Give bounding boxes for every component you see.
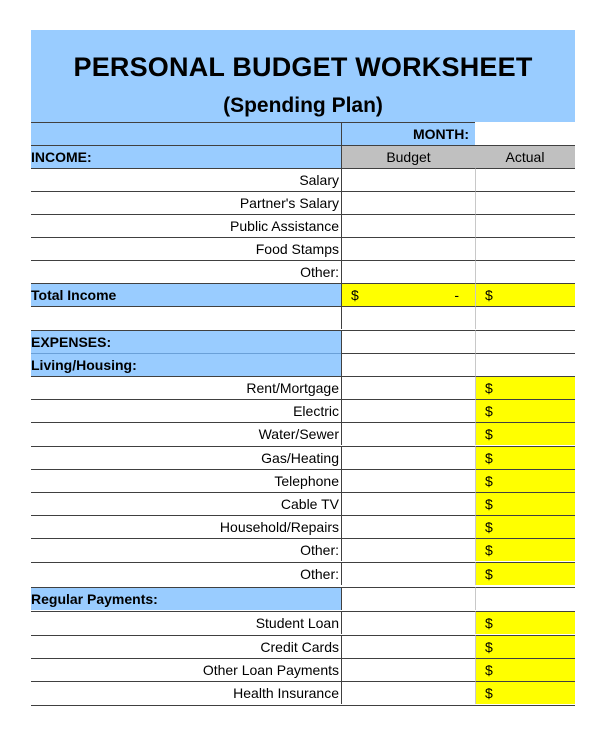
expense-actual-cell[interactable] xyxy=(475,562,575,585)
payment-item-label: Other Loan Payments xyxy=(31,658,341,681)
expense-row-other-2 xyxy=(31,562,575,585)
expense-item-label: Other: xyxy=(31,538,341,561)
expense-item-label: Telephone xyxy=(31,469,341,492)
income-budget-cell[interactable] xyxy=(341,191,475,214)
income-actual-cell[interactable] xyxy=(475,214,575,237)
expense-row-gas xyxy=(31,446,575,469)
expense-actual-cell[interactable] xyxy=(475,469,575,492)
payment-actual-cell[interactable] xyxy=(475,658,575,681)
expense-item-label: Water/Sewer xyxy=(31,422,341,445)
currency-symbol: $ xyxy=(485,380,493,396)
currency-symbol: $ xyxy=(485,685,493,701)
expense-item-label: Cable TV xyxy=(31,492,341,515)
income-actual-cell[interactable] xyxy=(475,237,575,260)
expense-item-label: Other: xyxy=(31,562,341,585)
income-row-partner-salary xyxy=(31,191,575,214)
expenses-section-label: EXPENSES: xyxy=(31,330,341,353)
payment-row-credit-cards xyxy=(31,635,575,658)
regular-payments-label: Regular Payments: xyxy=(31,587,341,610)
empty-cell xyxy=(341,353,475,376)
income-item-label: Other: xyxy=(31,260,341,283)
income-actual-cell[interactable] xyxy=(475,191,575,214)
spacer-cell xyxy=(475,306,575,329)
expense-actual-cell[interactable] xyxy=(475,422,575,445)
income-budget-cell[interactable] xyxy=(341,168,475,191)
currency-symbol: $ xyxy=(485,473,493,489)
expense-row-household-repairs xyxy=(31,515,575,538)
income-item-label: Partner's Salary xyxy=(31,191,341,214)
income-item-label: Public Assistance xyxy=(31,214,341,237)
expense-budget-cell[interactable] xyxy=(341,562,475,585)
payment-budget-cell[interactable] xyxy=(341,635,475,658)
empty-cell xyxy=(341,330,475,353)
expense-budget-cell[interactable] xyxy=(341,399,475,422)
living-housing-header-row xyxy=(31,353,575,376)
income-row-public-assistance xyxy=(31,214,575,237)
actual-column-header: Actual xyxy=(475,145,575,168)
payment-item-label: Credit Cards xyxy=(31,635,341,658)
regular-payments-header-row xyxy=(31,587,575,610)
expense-row-telephone xyxy=(31,469,575,492)
expense-actual-cell[interactable] xyxy=(475,399,575,422)
spacer-cell xyxy=(31,306,341,329)
income-budget-cell[interactable] xyxy=(341,237,475,260)
income-budget-cell[interactable] xyxy=(341,214,475,237)
income-row-salary xyxy=(31,168,575,191)
expense-budget-cell[interactable] xyxy=(341,515,475,538)
expense-budget-cell[interactable] xyxy=(341,446,475,469)
expenses-header-row xyxy=(31,330,575,353)
currency-symbol: $ xyxy=(485,639,493,655)
table-bottom-border xyxy=(31,705,575,706)
month-input[interactable] xyxy=(475,122,575,145)
month-label: MONTH: xyxy=(341,122,475,145)
empty-cell xyxy=(341,587,475,610)
currency-symbol: $ xyxy=(351,287,359,303)
title-block xyxy=(31,30,575,122)
income-actual-cell[interactable] xyxy=(475,168,575,191)
empty-cell xyxy=(475,330,575,353)
expense-row-other-1 xyxy=(31,538,575,561)
expense-budget-cell[interactable] xyxy=(341,422,475,445)
expense-item-label: Electric xyxy=(31,399,341,422)
total-income-label: Total Income xyxy=(31,283,341,306)
expense-budget-cell[interactable] xyxy=(341,376,475,399)
currency-symbol: $ xyxy=(485,496,493,512)
currency-symbol: $ xyxy=(485,662,493,678)
living-housing-label: Living/Housing: xyxy=(31,353,341,376)
expense-row-water xyxy=(31,422,575,445)
payment-row-health-insurance xyxy=(31,681,575,704)
total-income-budget-value: - xyxy=(454,287,459,303)
currency-symbol: $ xyxy=(485,519,493,535)
payment-item-label: Health Insurance xyxy=(31,681,341,704)
worksheet-subtitle: (Spending Plan) xyxy=(223,94,383,117)
expense-actual-cell[interactable] xyxy=(475,492,575,515)
expense-budget-cell[interactable] xyxy=(341,469,475,492)
currency-symbol: $ xyxy=(485,426,493,442)
spacer-row xyxy=(31,306,575,329)
budget-column-header: Budget xyxy=(341,145,475,168)
expense-actual-cell[interactable] xyxy=(475,538,575,561)
payment-actual-cell[interactable] xyxy=(475,635,575,658)
income-header-row xyxy=(31,145,575,168)
month-row-spacer xyxy=(31,122,341,145)
payment-row-other-loan xyxy=(31,658,575,681)
expense-row-rent xyxy=(31,376,575,399)
total-income-budget-cell[interactable] xyxy=(341,283,475,306)
expense-row-cable-tv xyxy=(31,492,575,515)
expense-actual-cell[interactable] xyxy=(475,376,575,399)
expense-item-label: Gas/Heating xyxy=(31,446,341,469)
spacer-cell xyxy=(341,306,475,329)
expense-item-label: Household/Repairs xyxy=(31,515,341,538)
expense-budget-cell[interactable] xyxy=(341,492,475,515)
currency-symbol: $ xyxy=(485,403,493,419)
payment-row-student-loan xyxy=(31,611,575,634)
empty-cell xyxy=(475,587,575,610)
income-row-other xyxy=(31,260,575,283)
currency-symbol: $ xyxy=(485,566,493,582)
currency-symbol: $ xyxy=(485,615,493,631)
payment-budget-cell[interactable] xyxy=(341,658,475,681)
payment-item-label: Student Loan xyxy=(31,611,341,634)
income-section-label: INCOME: xyxy=(31,145,341,168)
total-income-actual-cell[interactable] xyxy=(475,283,575,306)
expense-budget-cell[interactable] xyxy=(341,538,475,561)
income-item-label: Food Stamps xyxy=(31,237,341,260)
expense-actual-cell[interactable] xyxy=(475,446,575,469)
income-item-label: Salary xyxy=(31,168,341,191)
payment-budget-cell[interactable] xyxy=(341,681,475,704)
month-row xyxy=(31,122,575,145)
total-income-row xyxy=(31,283,575,306)
payment-actual-cell[interactable] xyxy=(475,611,575,634)
budget-worksheet xyxy=(31,30,575,730)
currency-symbol: $ xyxy=(485,287,493,303)
expense-row-electric xyxy=(31,399,575,422)
income-actual-cell[interactable] xyxy=(475,260,575,283)
expense-item-label: Rent/Mortgage xyxy=(31,376,341,399)
payment-budget-cell[interactable] xyxy=(341,611,475,634)
expense-actual-cell[interactable] xyxy=(475,515,575,538)
income-budget-cell[interactable] xyxy=(341,260,475,283)
currency-symbol: $ xyxy=(485,542,493,558)
currency-symbol: $ xyxy=(485,450,493,466)
empty-cell xyxy=(475,353,575,376)
income-row-food-stamps xyxy=(31,237,575,260)
worksheet-title: PERSONAL BUDGET WORKSHEET xyxy=(73,52,533,82)
payment-actual-cell[interactable] xyxy=(475,681,575,704)
